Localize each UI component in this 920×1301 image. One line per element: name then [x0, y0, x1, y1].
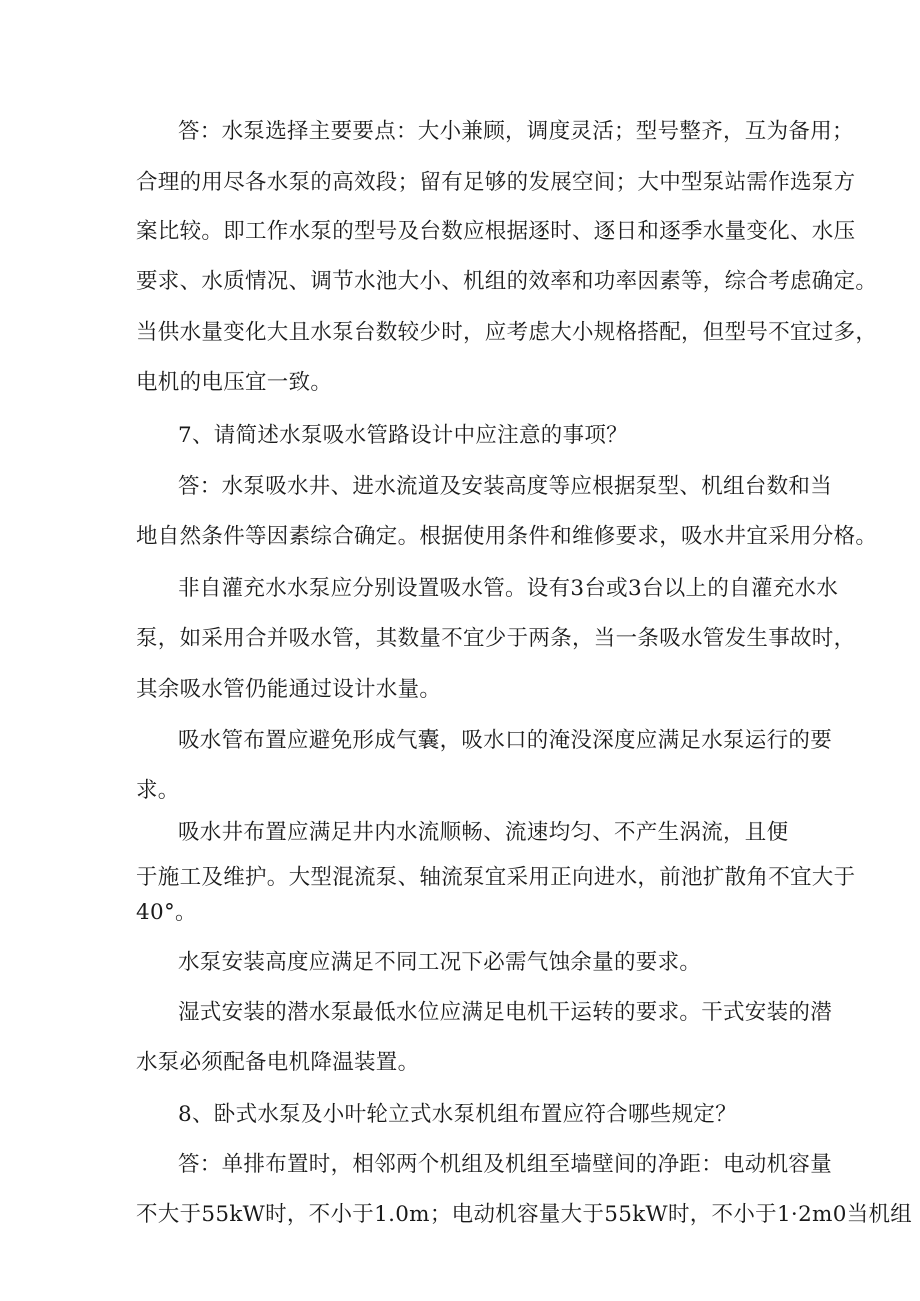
text-line: 泵，如采用合并吸水管，其数量不宜少于两条，当一条吸水管发生事故时，	[136, 626, 856, 651]
text-line: 40°。	[136, 900, 197, 925]
text-line: 求。	[136, 778, 180, 803]
text-line: 吸水井布置应满足井内水流顺畅、流速均匀、不产生涡流，且便	[178, 820, 789, 845]
question-heading: 8、卧式水泵及小叶轮立式水泵机组布置应符合哪些规定？	[178, 1102, 737, 1127]
text-line: 湿式安装的潜水泵最低水位应满足电机干运转的要求。干式安装的潜	[178, 1000, 833, 1025]
text-line: 水泵必须配备电机降温装置。	[136, 1050, 420, 1075]
text-line: 要求、水质情况、调节水池大小、机组的效率和功率因素等，综合考虑确定。	[136, 269, 878, 294]
question-heading: 7、请简述水泵吸水管路设计中应注意的事项？	[178, 423, 628, 448]
text-line: 答：单排布置时，相邻两个机组及机组至墙壁间的净距：电动机容量	[178, 1152, 833, 1177]
text-line: 吸水管布置应避免形成气囊，吸水口的淹没深度应满足水泵运行的要	[178, 728, 833, 753]
text-line: 合理的用尽各水泵的高效段；留有足够的发展空间；大中型泵站需作选泵方	[136, 170, 856, 195]
text-line: 于施工及维护。大型混流泵、轴流泵宜采用正向进水，前池扩散角不宜大于	[136, 865, 856, 890]
text-line: 电机的电压宜一致。	[136, 370, 333, 395]
text-line: 不大于55kW时，不小于1.0m；电动机容量大于55kW时，不小于1·2m0当机组	[136, 1202, 913, 1227]
text-line: 案比较。即工作水泵的型号及台数应根据逐时、逐日和逐季水量变化、水压	[136, 219, 856, 244]
text-line: 当供水量变化大且水泵台数较少时，应考虑大小规格搭配，但型号不宜过多，	[136, 320, 878, 345]
text-line: 非自灌充水水泵应分别设置吸水管。设有3台或3台以上的自灌充水水	[178, 576, 839, 601]
text-line: 答：水泵吸水井、进水流道及安装高度等应根据泵型、机组台数和当	[178, 474, 833, 499]
text-line: 地自然条件等因素综合确定。根据使用条件和维修要求，吸水井宜采用分格。	[136, 524, 878, 549]
text-line: 答：水泵选择主要要点：大小兼顾，调度灵活；型号整齐，互为备用；	[178, 119, 854, 144]
text-line: 水泵安装高度应满足不同工况下必需气蚀余量的要求。	[178, 950, 702, 975]
text-line: 其余吸水管仍能通过设计水量。	[136, 677, 442, 702]
